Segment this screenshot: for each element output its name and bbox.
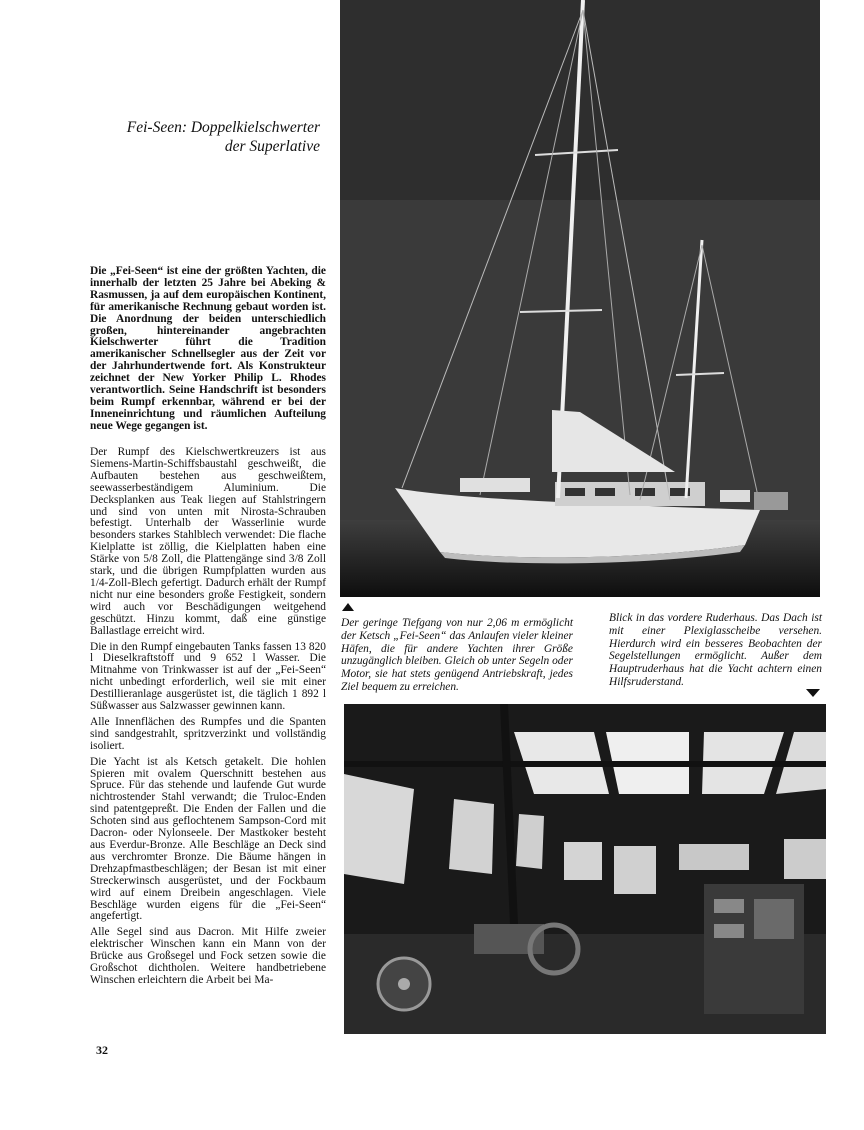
article-title [100, 118, 320, 156]
caption-wheelhouse: Blick in das vordere Ruderhaus. Das Dach ist mit einer Plexiglasscheibe versehen. Hierdurch wird ein besseres Beobachten der Segelstellungen ermöglicht. Außer dem Hauptruderhaus hat die Yacht achtern einen Hilfsruderstand. [609, 612, 822, 688]
paragraph-rigging: Die Yacht ist als Ketsch getakelt. Die hohlen Spieren mit ovalem Querschnitt bestehen aus Spruce. Für das stehende und laufende Gut wurde nichtrostender Stahl verwandt; die Truloc-Enden sind patentgepreßt. Die Enden der Fallen und die Schoten sind aus geflochtenem Sampson-Cord mit Dacron- oder Nylonseele. Der Mastkoker besteht aus Everdur-Bronze. Alle Beschläge an Deck sind aus verchromter Bronze. Die Bäume hängen in Drehzapfmastbeschlägen; der Besan ist mit einer Streckerwinsch ausgerüstet, und der Fockbaum wird auf einem Dreibein angeschlagen. Viele Beschläge wurden eigens für die „Fei-Seen“ angefertigt. [90, 755, 326, 923]
body-text [90, 447, 326, 991]
caption-yacht: Der geringe Tiefgang von nur 2,06 m ermöglicht der Ketsch „Fei-Seen“ das Anlaufen vieler kleiner Häfen, die für andere Yachten ihrer Größe unzugänglich bleiben. Gleich ob unter Segeln oder Motor, sie hat stets genügend Antriebskraft, jedes Ziel bequem zu erreichen. [341, 617, 573, 693]
triangle-down-icon [806, 689, 820, 697]
yacht-photo [340, 0, 820, 597]
paragraph-tanks: Die in den Rumpf eingebauten Tanks fassen 13 820 l Dieselkraftstoff und 9 652 l Wasser. Die Mitnahme von Trinkwasser ist auf der „Fei-Seen“ nicht unbedingt erforderlich, weil sie mit einer Destillieranlage ausgerüstet ist, die täglich 1 892 l Süßwasser aus Salzwasser gewinnen kann. [90, 640, 326, 713]
paragraph-interior: Alle Innenflächen des Rumpfes und die Spanten sind sandgestrahlt, spritzverzinkt und vollständig isoliert. [90, 715, 326, 752]
title-line-1: Fei-Seen: Doppelkielschwerter [126, 119, 320, 136]
paragraph-hull: Der Rumpf des Kielschwertkreuzers ist aus Siemens-Martin-Schiffsbaustahl geschweißt, die Aufbauten bestehen aus geschweißtem, seewasserbeständigem Aluminium. Die Decksplanken aus Teak liegen auf Stahlstringern und sind von unten mit Nirosta-Schrauben befestigt. Unterhalb der Wasserlinie wurde besonders starkes Stahlblech verwendet: Die flache Kielplatte ist zöllig, die Kielplatten haben eine Stärke von 5/8 Zoll, die Plattengänge sind 3/8 Zoll stark, und die übrigen Rumpfplatten wurden aus 1/4-Zoll-Blech gefertigt. Dadurch erhält der Rumpf nicht nur eine besonders große Festigkeit, sondern wird auch vor Beschädigungen weitgehend geschützt. Hinzu kommt, daß eine günstige Ballastlage erreicht wird. [90, 446, 326, 637]
wheelhouse-photo [344, 704, 826, 1034]
title-line-2: der Superlative [224, 138, 320, 155]
lead-paragraph [90, 266, 326, 437]
lead-text: Die „Fei-Seen“ ist eine der größten Yachten, die innerhalb der letzten 25 Jahre bei Abeking & Rasmussen, ja auf dem europäischen Kontinent, für amerikanische Rechnung gebaut worden ist. Die Anordnung der beiden unterschiedlich großen, hintereinander angebrachten Kielschwerter führt die Tradition amerikanischer Schnellsegler aus der Zeit vor der Jahrhundertwende fort. Als Konstrukteur zeichnet der New Yorker Philip L. Rhodes verantwortlich. Seine Handschrift ist besonders beim Rumpf erkennbar, während er bei der Inneneinrichtung und räumlichen Aufteilung neue Wege gegangen ist. [90, 265, 326, 432]
paragraph-sails: Alle Segel sind aus Dacron. Mit Hilfe zweier elektrischer Winschen kann ein Mann von der Brücke aus Großsegel und Fock setzen sowie die Großschot dichtholen. Weitere handbetriebene Winschen erleichtern die Arbeit bei Ma- [90, 926, 326, 986]
triangle-up-icon [342, 603, 354, 611]
page-number: 32 [96, 1043, 108, 1057]
